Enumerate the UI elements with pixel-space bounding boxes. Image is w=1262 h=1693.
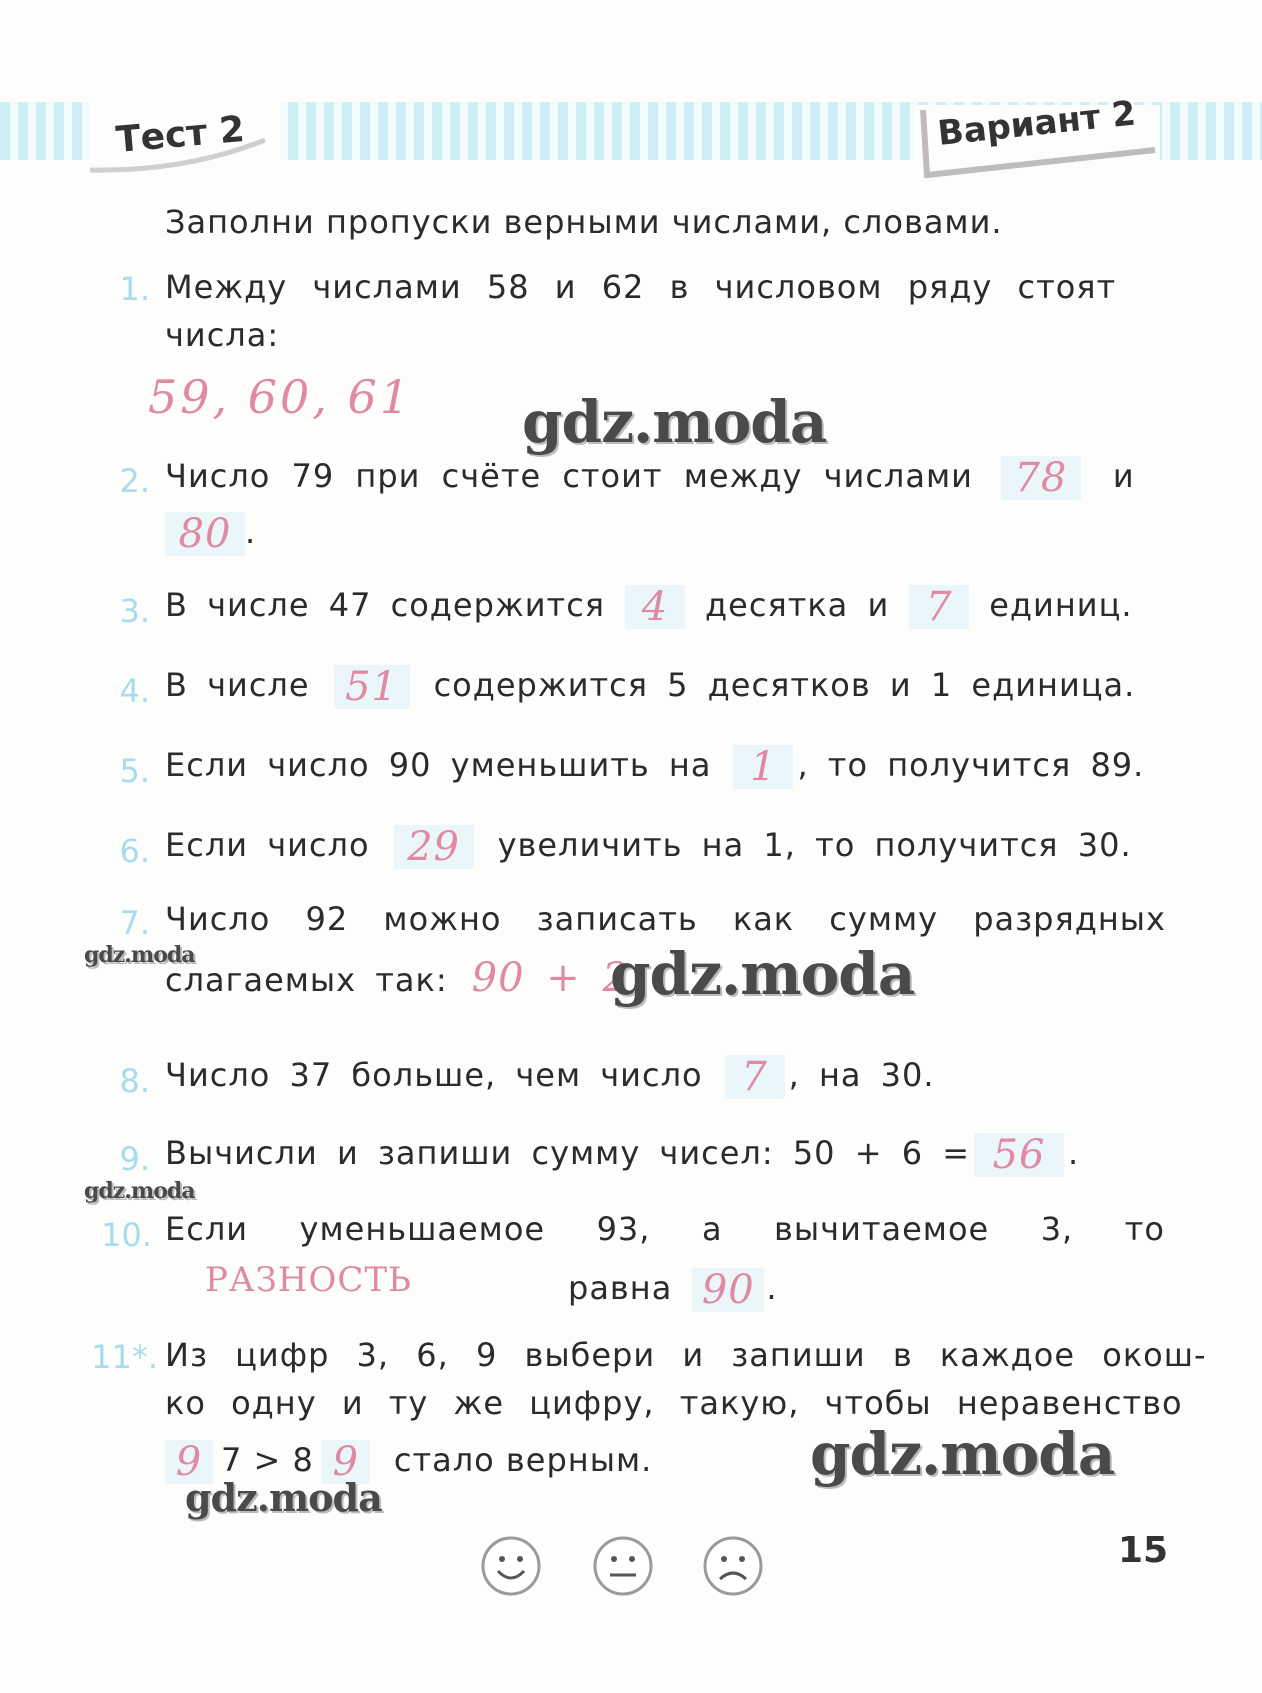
- header-stripe: [1188, 102, 1198, 160]
- task-2-period: .: [245, 513, 257, 551]
- task-7-line-2: [165, 955, 629, 1001]
- task-1-line-2: числа:: [165, 316, 280, 354]
- smile-icon[interactable]: [483, 1538, 539, 1594]
- header-stripe: [1242, 102, 1252, 160]
- instructions: Заполни пропуски верными числами, словами.: [165, 203, 1003, 241]
- task-3-line: [165, 585, 1133, 629]
- task-10-line-1: [165, 1210, 1165, 1248]
- header-stripe: [342, 102, 352, 160]
- header-stripe: [558, 102, 568, 160]
- task-2-line-1: [165, 456, 1135, 500]
- task-2-answer-1: 78: [1001, 456, 1081, 500]
- task-7-line-1: Число 92 можно записать как сумму разрядных: [165, 900, 1166, 938]
- task-3-answer-1: 4: [625, 585, 685, 629]
- header-stripe: [324, 102, 334, 160]
- task-4-line: [165, 665, 1135, 709]
- watermark: gdz.moda: [84, 1178, 195, 1204]
- task-4-number: 4.: [119, 672, 150, 710]
- header-stripe: [1224, 102, 1234, 160]
- watermark: gdz.moda: [810, 1420, 1115, 1488]
- task-5-text-1: Если число 90 уменьшить на: [165, 746, 712, 784]
- task-1-line-1: [165, 268, 1165, 306]
- task-11-number: 11*.: [91, 1338, 158, 1376]
- task-8-line: [165, 1055, 935, 1099]
- header-stripe: [396, 102, 406, 160]
- header-stripe: [504, 102, 514, 160]
- header-stripe: [846, 102, 856, 160]
- self-assessment-faces: [478, 1533, 778, 1599]
- task-11-digit-2: 9: [322, 1440, 370, 1484]
- task-9-text: Вычисли и запиши сумму чисел: 50 + 6 =: [165, 1134, 971, 1172]
- task-10-word: уменьшаемое: [299, 1210, 546, 1248]
- task-8-text-2: , на 30.: [788, 1056, 935, 1094]
- task-10-line-2: [568, 1268, 777, 1312]
- task-9-number: 9.: [119, 1140, 150, 1178]
- header-stripe: [288, 102, 298, 160]
- task-3-text-1: В числе 47 содержится: [165, 586, 606, 624]
- header-stripe: [450, 102, 460, 160]
- header-stripe: [486, 102, 496, 160]
- header-stripe: [72, 102, 82, 160]
- task-1-number: 1.: [119, 270, 150, 308]
- header-stripe: [666, 102, 676, 160]
- header-stripe: [18, 102, 28, 160]
- header-stripe: [684, 102, 694, 160]
- task-3-number: 3.: [119, 592, 150, 630]
- task-11-line-1: Из цифр 3, 6, 9 выбери и запиши в каждое окош-: [165, 1336, 1207, 1374]
- task-10-answer: 90: [692, 1268, 764, 1312]
- task-10-word: 3,: [1040, 1210, 1074, 1248]
- header-stripe: [648, 102, 658, 160]
- header-stripe: [774, 102, 784, 160]
- watermark: gdz.moda: [610, 940, 915, 1008]
- task-10-answer-word: РАЗНОСТЬ: [205, 1260, 412, 1300]
- neutral-face-icon[interactable]: [595, 1538, 651, 1594]
- task-10-word: вычитаемое: [774, 1210, 990, 1248]
- task-6-answer: 29: [394, 825, 474, 869]
- task-9-line: [165, 1133, 1079, 1177]
- task-2-and: и: [1112, 457, 1135, 495]
- header-stripe: [306, 102, 316, 160]
- task-11-digit-1: 9: [165, 1440, 213, 1484]
- header-stripe: [540, 102, 550, 160]
- header-stripe: [468, 102, 478, 160]
- task-11-text: стало верным.: [393, 1441, 653, 1479]
- watermark: gdz.moda: [522, 388, 827, 456]
- header-stripe: [1170, 102, 1180, 160]
- header-stripe: [54, 102, 64, 160]
- header-stripe: [414, 102, 424, 160]
- page-number: 15: [1118, 1530, 1169, 1571]
- task-6-text-1: Если число: [165, 826, 370, 864]
- header-stripe: [378, 102, 388, 160]
- task-9-answer: 56: [974, 1133, 1064, 1177]
- task-10-text: равна: [568, 1269, 673, 1307]
- task-11-expression: 7 > 8: [221, 1441, 314, 1479]
- header-stripe: [828, 102, 838, 160]
- header-stripe: [702, 102, 712, 160]
- header-stripe: [594, 102, 604, 160]
- task-10-word: то: [1124, 1210, 1165, 1248]
- task-8-text-1: Число 37 больше, чем число: [165, 1056, 703, 1094]
- task-6-text-2: увеличить на 1, то получится 30.: [497, 826, 1132, 864]
- task-5-text-2: , то получится 89.: [797, 746, 1145, 784]
- task-3-answer-2: 7: [909, 585, 969, 629]
- task-10-number: 10.: [101, 1216, 152, 1254]
- task-2-line-2: [165, 512, 256, 556]
- task-6-number: 6.: [119, 832, 150, 870]
- header-stripe: [630, 102, 640, 160]
- task-5-number: 5.: [119, 752, 150, 790]
- task-3-text-2: десятка и: [705, 586, 890, 624]
- header-stripe: [738, 102, 748, 160]
- task-5-line: [165, 745, 1144, 789]
- header-stripe: [720, 102, 730, 160]
- header-stripe: [900, 102, 910, 160]
- header-stripe: [432, 102, 442, 160]
- task-10-word: 93,: [596, 1210, 651, 1248]
- task-9-period: .: [1068, 1134, 1080, 1172]
- task-10-word: а: [701, 1210, 723, 1248]
- task-10-word: Если: [165, 1210, 249, 1248]
- variant-title: Вариант 2: [935, 93, 1138, 154]
- task-8-answer: 7: [725, 1055, 785, 1099]
- task-11-line-2: ко одну и ту же цифру, такую, чтобы неравенство: [165, 1384, 1183, 1422]
- header-stripe: [576, 102, 586, 160]
- test-title: Тест 2: [114, 108, 247, 161]
- task-4-text-2: содержится 5 десятков и 1 единица.: [433, 666, 1136, 704]
- watermark: gdz.moda: [185, 1475, 382, 1520]
- header-stripe: [792, 102, 802, 160]
- task-1-text: Между числами 58 и 62 в числовом ряду стоят: [165, 268, 1117, 306]
- task-3-text-3: единиц.: [989, 586, 1133, 624]
- header-stripe: [360, 102, 370, 160]
- watermark: gdz.moda: [84, 942, 195, 968]
- task-2-answer-2: 80: [165, 512, 245, 556]
- header-stripe: [0, 102, 10, 160]
- task-2-text: Число 79 при счёте стоит между числами: [165, 457, 973, 495]
- header-stripe: [864, 102, 874, 160]
- task-6-line: [165, 825, 1132, 869]
- task-8-number: 8.: [119, 1062, 150, 1100]
- header-stripe: [36, 102, 46, 160]
- header-stripe: [810, 102, 820, 160]
- task-1-answer: 59, 60, 61: [148, 370, 413, 424]
- header-stripe: [612, 102, 622, 160]
- task-7-number: 7.: [119, 904, 150, 942]
- header-stripe: [882, 102, 892, 160]
- task-7-text: слагаемых так:: [165, 961, 448, 999]
- task-2-number: 2.: [119, 462, 150, 500]
- task-4-text-1: В числе: [165, 666, 310, 704]
- task-4-answer: 51: [334, 665, 410, 709]
- task-5-answer: 1: [733, 745, 793, 789]
- task-10-period: .: [766, 1269, 778, 1307]
- sad-face-icon[interactable]: [705, 1538, 761, 1594]
- header-stripe: [522, 102, 532, 160]
- header-stripe: [756, 102, 766, 160]
- task-7-answer: 90 + 2: [471, 955, 629, 1001]
- header-stripe: [1206, 102, 1216, 160]
